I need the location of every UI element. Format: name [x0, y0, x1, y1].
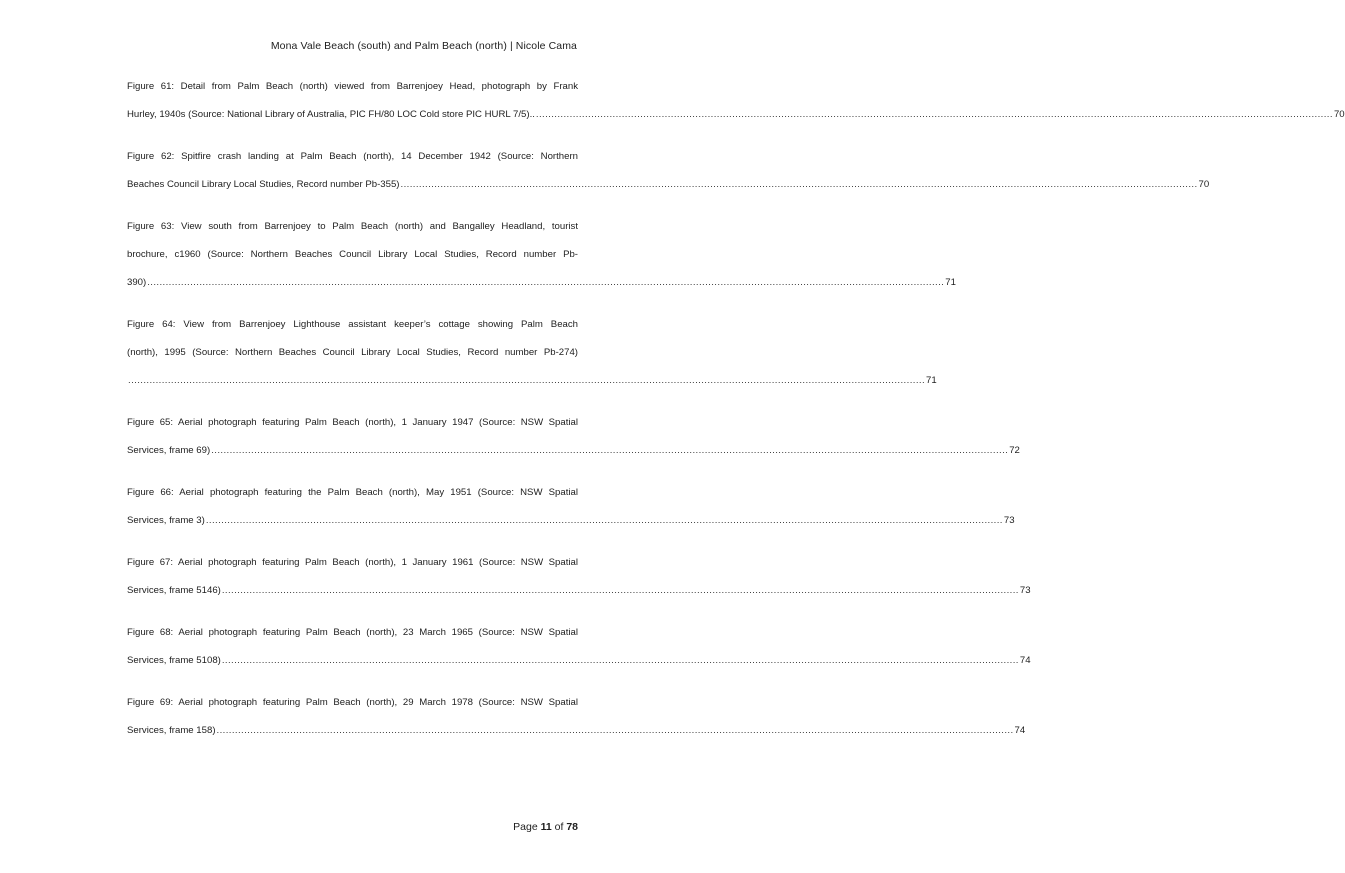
toc-entry-line: Figure 67: Aerial photograph featuring Palm Beach (north), 1 January 1961 (Source: NSW Spatial	[127, 557, 578, 568]
toc-entry[interactable]	[127, 311, 937, 395]
toc-entry-leader-line	[127, 367, 937, 395]
toc-entry-line: Figure 65: Aerial photograph featuring Palm Beach (north), 1 January 1947 (Source: NSW Spatial	[127, 417, 578, 428]
toc-entry-line: Figure 63: View south from Barrenjoey to Palm Beach (north) and Bangalley Headland, tourist	[127, 221, 578, 232]
toc-entry[interactable]	[127, 213, 956, 297]
toc-page-number: 74	[1014, 725, 1026, 736]
toc-entry-tail-text: Services, frame 5108)	[127, 655, 221, 666]
toc-page-number: 70	[1198, 179, 1210, 190]
dot-leader: ....................................................................................................................................................................................................................................................................	[535, 109, 1333, 120]
toc-entry-tail-text: Beaches Council Library Local Studies, Record number Pb-355)	[127, 179, 400, 190]
toc-entry[interactable]	[127, 143, 1210, 199]
toc-entry[interactable]	[127, 73, 1345, 129]
toc-entry-tail-text: Services, frame 158)	[127, 725, 216, 736]
page-label: Page	[513, 821, 538, 833]
toc-entry-leader-line	[127, 577, 1031, 605]
toc-entry-tail-text: Services, frame 69)	[127, 445, 211, 456]
dot-leader: ....................................................................................................................................................................................................................................................................	[205, 515, 1003, 526]
toc-entry-line: Figure 62: Spitfire crash landing at Palm Beach (north), 14 December 1942 (Source: Northern	[127, 151, 578, 162]
toc-entry-tail-text: 390)	[127, 277, 147, 288]
toc-entry-leader-line	[127, 171, 1210, 199]
page-number-footer	[513, 821, 578, 833]
running-header: Mona Vale Beach (south) and Palm Beach (north) | Nicole Cama	[270, 40, 577, 52]
toc-entry[interactable]	[127, 549, 1031, 605]
dot-leader: ....................................................................................................................................................................................................................................................................	[221, 585, 1019, 596]
toc-entry[interactable]	[127, 479, 1015, 535]
toc-entry-line: Figure 69: Aerial photograph featuring Palm Beach (north), 29 March 1978 (Source: NSW Spatial	[127, 697, 578, 708]
toc-entry-line: (north), 1995 (Source: Northern Beaches Council Library Local Studies, Record number Pb-274)	[127, 347, 578, 358]
toc-entry-leader-line	[127, 507, 1015, 535]
toc-page-number: 73	[1003, 515, 1015, 526]
toc-entry-tail-text: Hurley, 1940s (Source: National Library of Australia, PIC FH/80 LOC Cold store PIC HURL 7/5)..	[127, 109, 535, 120]
toc-entry-leader-line	[127, 717, 1026, 745]
toc-page-number: 71	[926, 375, 937, 386]
dot-leader: ....................................................................................................................................................................................................................................................................	[400, 179, 1198, 190]
toc-entry[interactable]	[127, 689, 1026, 745]
toc-entry-line: Figure 64: View from Barrenjoey Lighthouse assistant keeper’s cottage showing Palm Beach	[127, 319, 578, 330]
toc-entry-line: brochure, c1960 (Source: Northern Beaches Council Library Local Studies, Record number Pb-	[127, 249, 578, 260]
dot-leader: ....................................................................................................................................................................................................................................................................	[147, 277, 945, 288]
toc-entry-tail-text: Services, frame 3)	[127, 515, 205, 526]
toc-entry-leader-line	[127, 269, 956, 297]
toc-entry[interactable]	[127, 619, 1031, 675]
toc-entry[interactable]	[127, 409, 1020, 465]
page-of-label: of	[554, 821, 564, 833]
dot-leader: ....................................................................................................................................................................................................................................................................	[216, 725, 1014, 736]
table-of-figures	[127, 73, 1345, 759]
toc-page-number: 70	[1333, 109, 1345, 120]
toc-entry-leader-line	[127, 437, 1020, 465]
dot-leader: ....................................................................................................................................................................................................................................................................	[211, 445, 1009, 456]
toc-page-number: 73	[1019, 585, 1031, 596]
current-page-number: 11	[540, 821, 552, 833]
toc-entry-leader-line	[127, 101, 1345, 129]
toc-page-number: 72	[1009, 445, 1020, 456]
toc-entry-leader-line	[127, 647, 1031, 675]
toc-page-number: 74	[1019, 655, 1031, 666]
total-pages-number: 78	[566, 821, 578, 833]
toc-entry-line: Figure 66: Aerial photograph featuring the Palm Beach (north), May 1951 (Source: NSW Spatial	[127, 487, 578, 498]
toc-entry-line: Figure 61: Detail from Palm Beach (north) viewed from Barrenjoey Head, photograph by Frank	[127, 81, 578, 92]
toc-entry-tail-text: Services, frame 5146)	[127, 585, 221, 596]
dot-leader: ....................................................................................................................................................................................................................................................................	[128, 375, 926, 386]
dot-leader: ....................................................................................................................................................................................................................................................................	[221, 655, 1019, 666]
toc-entry-line: Figure 68: Aerial photograph featuring Palm Beach (north), 23 March 1965 (Source: NSW Spatial	[127, 627, 578, 638]
toc-page-number: 71	[945, 277, 956, 288]
